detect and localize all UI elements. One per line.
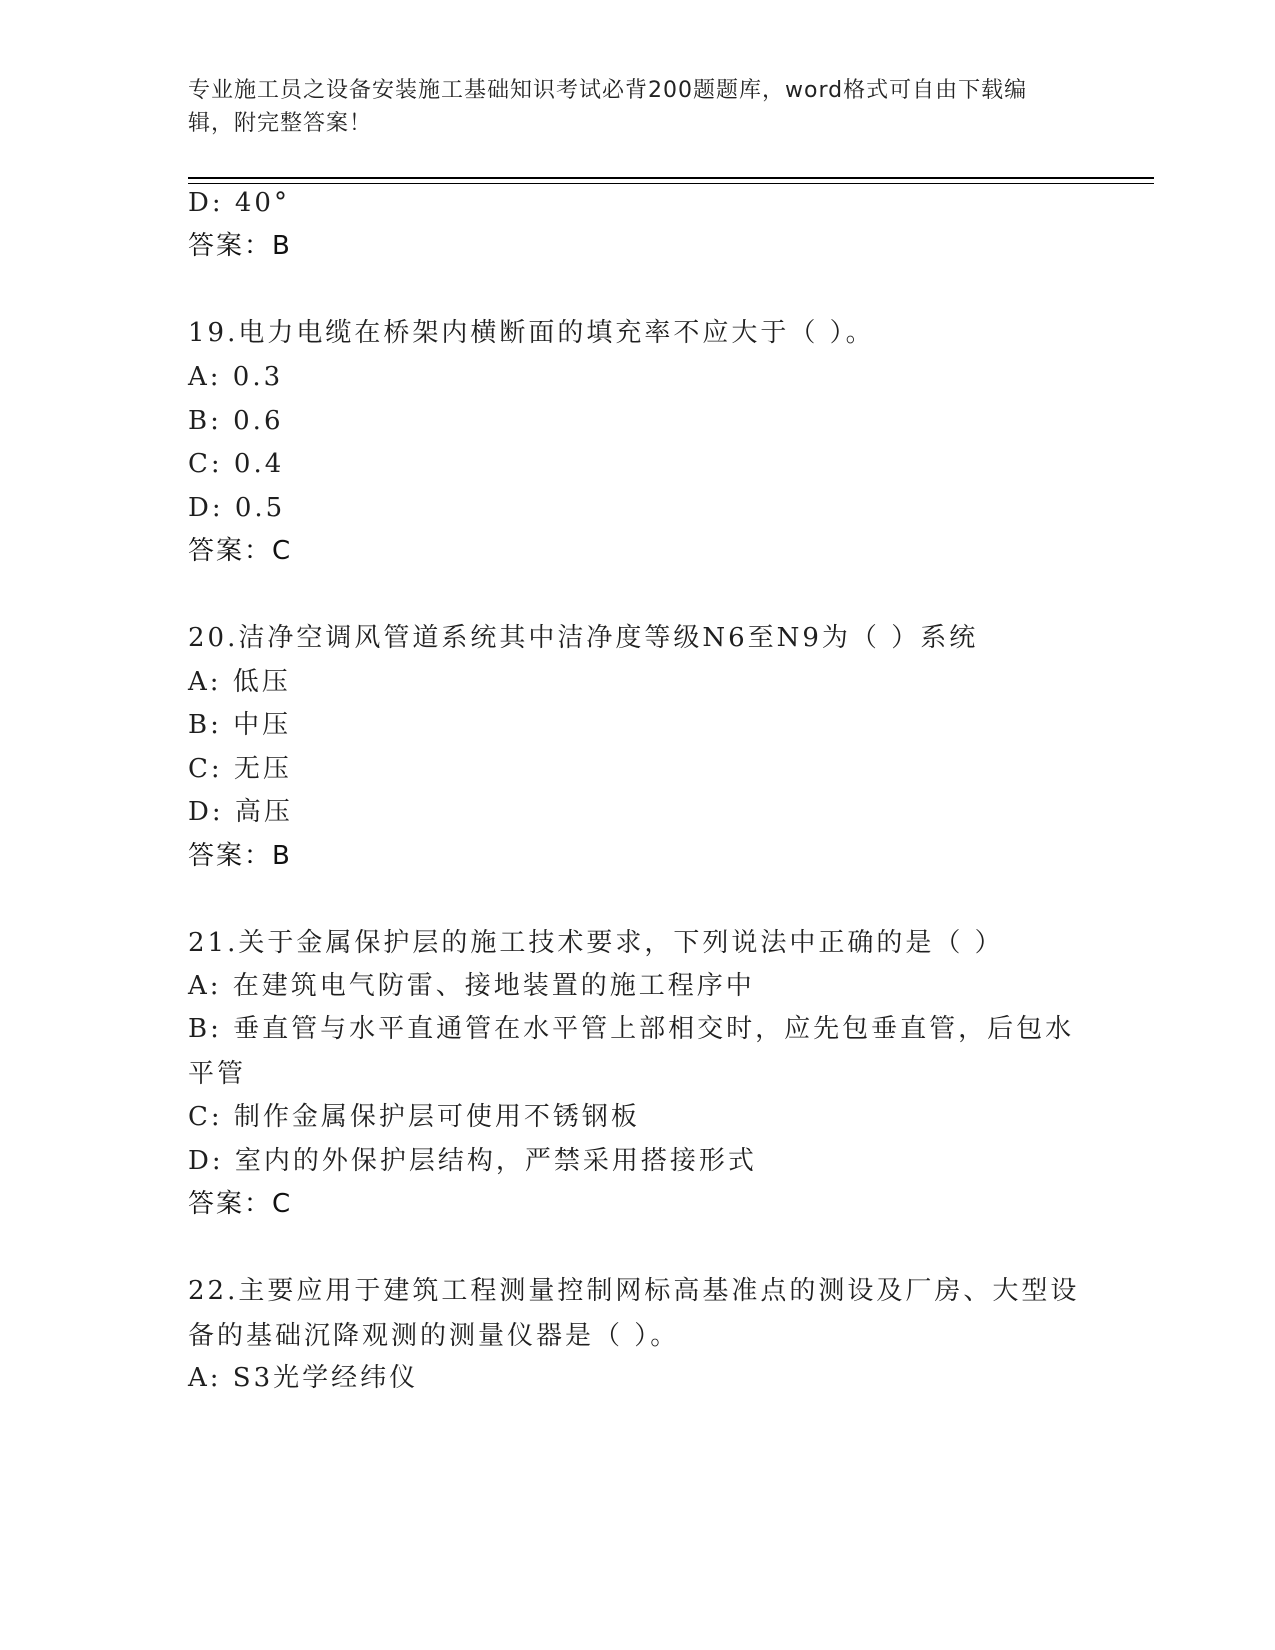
option-d: D: 室内的外保护层结构，严禁采用搭接形式: [188, 1146, 757, 1176]
option-c: C: 0.4: [188, 449, 285, 479]
answer-value: C: [272, 1189, 293, 1219]
answer-value: B: [272, 231, 292, 261]
answer-line: [188, 1189, 292, 1219]
answer-label: 答案：: [188, 841, 273, 871]
option-c: C: 无压: [188, 754, 292, 784]
header-divider-thin: [188, 183, 1154, 184]
option-d: D: 0.5: [188, 493, 286, 523]
option-a: A: 在建筑电气防雷、接地装置的施工程序中: [188, 971, 755, 1001]
question-stem: 22.主要应用于建筑工程测量控制网标高基准点的测设及厂房、大型设备的基础沉降观测的测量仪器是（ ）。: [188, 1276, 1080, 1351]
answer-line: [188, 231, 292, 261]
answer-label: 答案：: [188, 536, 273, 566]
option-a: A: 低压: [188, 667, 291, 697]
header-divider: [188, 177, 1154, 179]
option-d: D: 40°: [188, 188, 290, 218]
option-b: B: 垂直管与水平直通管在水平管上部相交时，应先包垂直管，后包水平管: [188, 1014, 1075, 1089]
option-a: A: 0.3: [188, 362, 284, 392]
option-c: C: 制作金属保护层可使用不锈钢板: [188, 1102, 640, 1132]
answer-label: 答案：: [188, 231, 273, 261]
answer-label: 答案：: [188, 1189, 273, 1219]
answer-value: B: [272, 841, 292, 871]
answer-line: [188, 536, 292, 566]
option-a: A: S3光学经纬仪: [188, 1363, 419, 1393]
answer-line: [188, 841, 292, 871]
question-stem: 19.电力电缆在桥架内横断面的填充率不应大于（ ）。: [188, 318, 875, 348]
question-stem: 20.洁净空调风管道系统其中洁净度等级N6至N9为（ ）系统: [188, 623, 979, 653]
answer-value: C: [272, 536, 293, 566]
option-b: B: 0.6: [188, 406, 284, 436]
option-b: B: 中压: [188, 710, 292, 740]
option-d: D: 高压: [188, 797, 293, 827]
document-header: 专业施工员之设备安装施工基础知识考试必背200题题库，word格式可自由下载编辑，附完整答案！: [188, 78, 1028, 136]
question-stem: 21.关于金属保护层的施工技术要求，下列说法中正确的是（ ）: [188, 928, 1004, 958]
